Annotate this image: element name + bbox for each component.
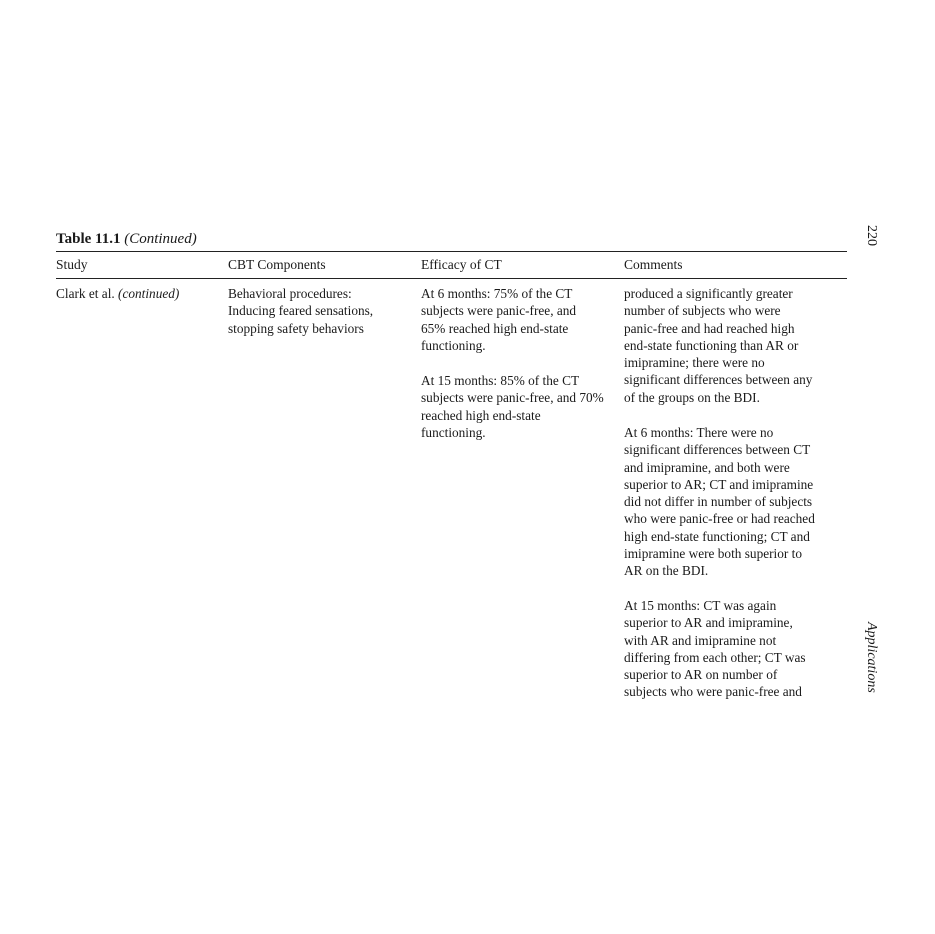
study-author: Clark et al. bbox=[56, 286, 115, 301]
efficacy-15-months: At 15 months: 85% of the CT subjects were panic-free, and 70% reached high end-state functioning. bbox=[421, 373, 604, 440]
header-study: Study bbox=[56, 257, 88, 272]
header-efficacy: Efficacy of CT bbox=[421, 257, 502, 272]
comments-paragraph-1: produced a significantly greater number of subjects who were panic-free and had reached high end-state functioning than AR or imipramine; there were no significant differences between any of the groups on the BDI. bbox=[624, 286, 813, 405]
table-continued-label: (Continued) bbox=[124, 231, 197, 247]
page-number: 220 bbox=[864, 225, 879, 246]
header-comments: Comments bbox=[624, 257, 683, 272]
study-continued-note: (continued) bbox=[118, 286, 180, 301]
section-title: Applications bbox=[864, 622, 879, 693]
table-caption bbox=[56, 230, 197, 248]
table-header-rule bbox=[56, 278, 847, 279]
table-number: Table 11.1 bbox=[56, 231, 121, 247]
header-cbt-components: CBT Components bbox=[228, 257, 326, 272]
comments-paragraph-3: At 15 months: CT was again superior to AR and imipramine, with AR and imipramine not differing from each other; CT was superior to AR on number of subjects who were panic-free and bbox=[624, 598, 806, 700]
study-cell bbox=[56, 285, 179, 302]
cbt-components-cell: Behavioral procedures: Inducing feared sensations, stopping safety behaviors bbox=[228, 286, 374, 336]
efficacy-6-months: At 6 months: 75% of the CT subjects were panic-free, and 65% reached high end-state functioning. bbox=[421, 286, 577, 353]
comments-paragraph-2: At 6 months: There were no significant differences between CT and imipramine, and both were superior to AR; CT and imipramine did not differ in number of subjects who were panic-free or had reached high end-state functioning; CT and imipramine were both superior to AR on the BDI. bbox=[624, 425, 815, 579]
table-top-rule bbox=[56, 251, 847, 252]
